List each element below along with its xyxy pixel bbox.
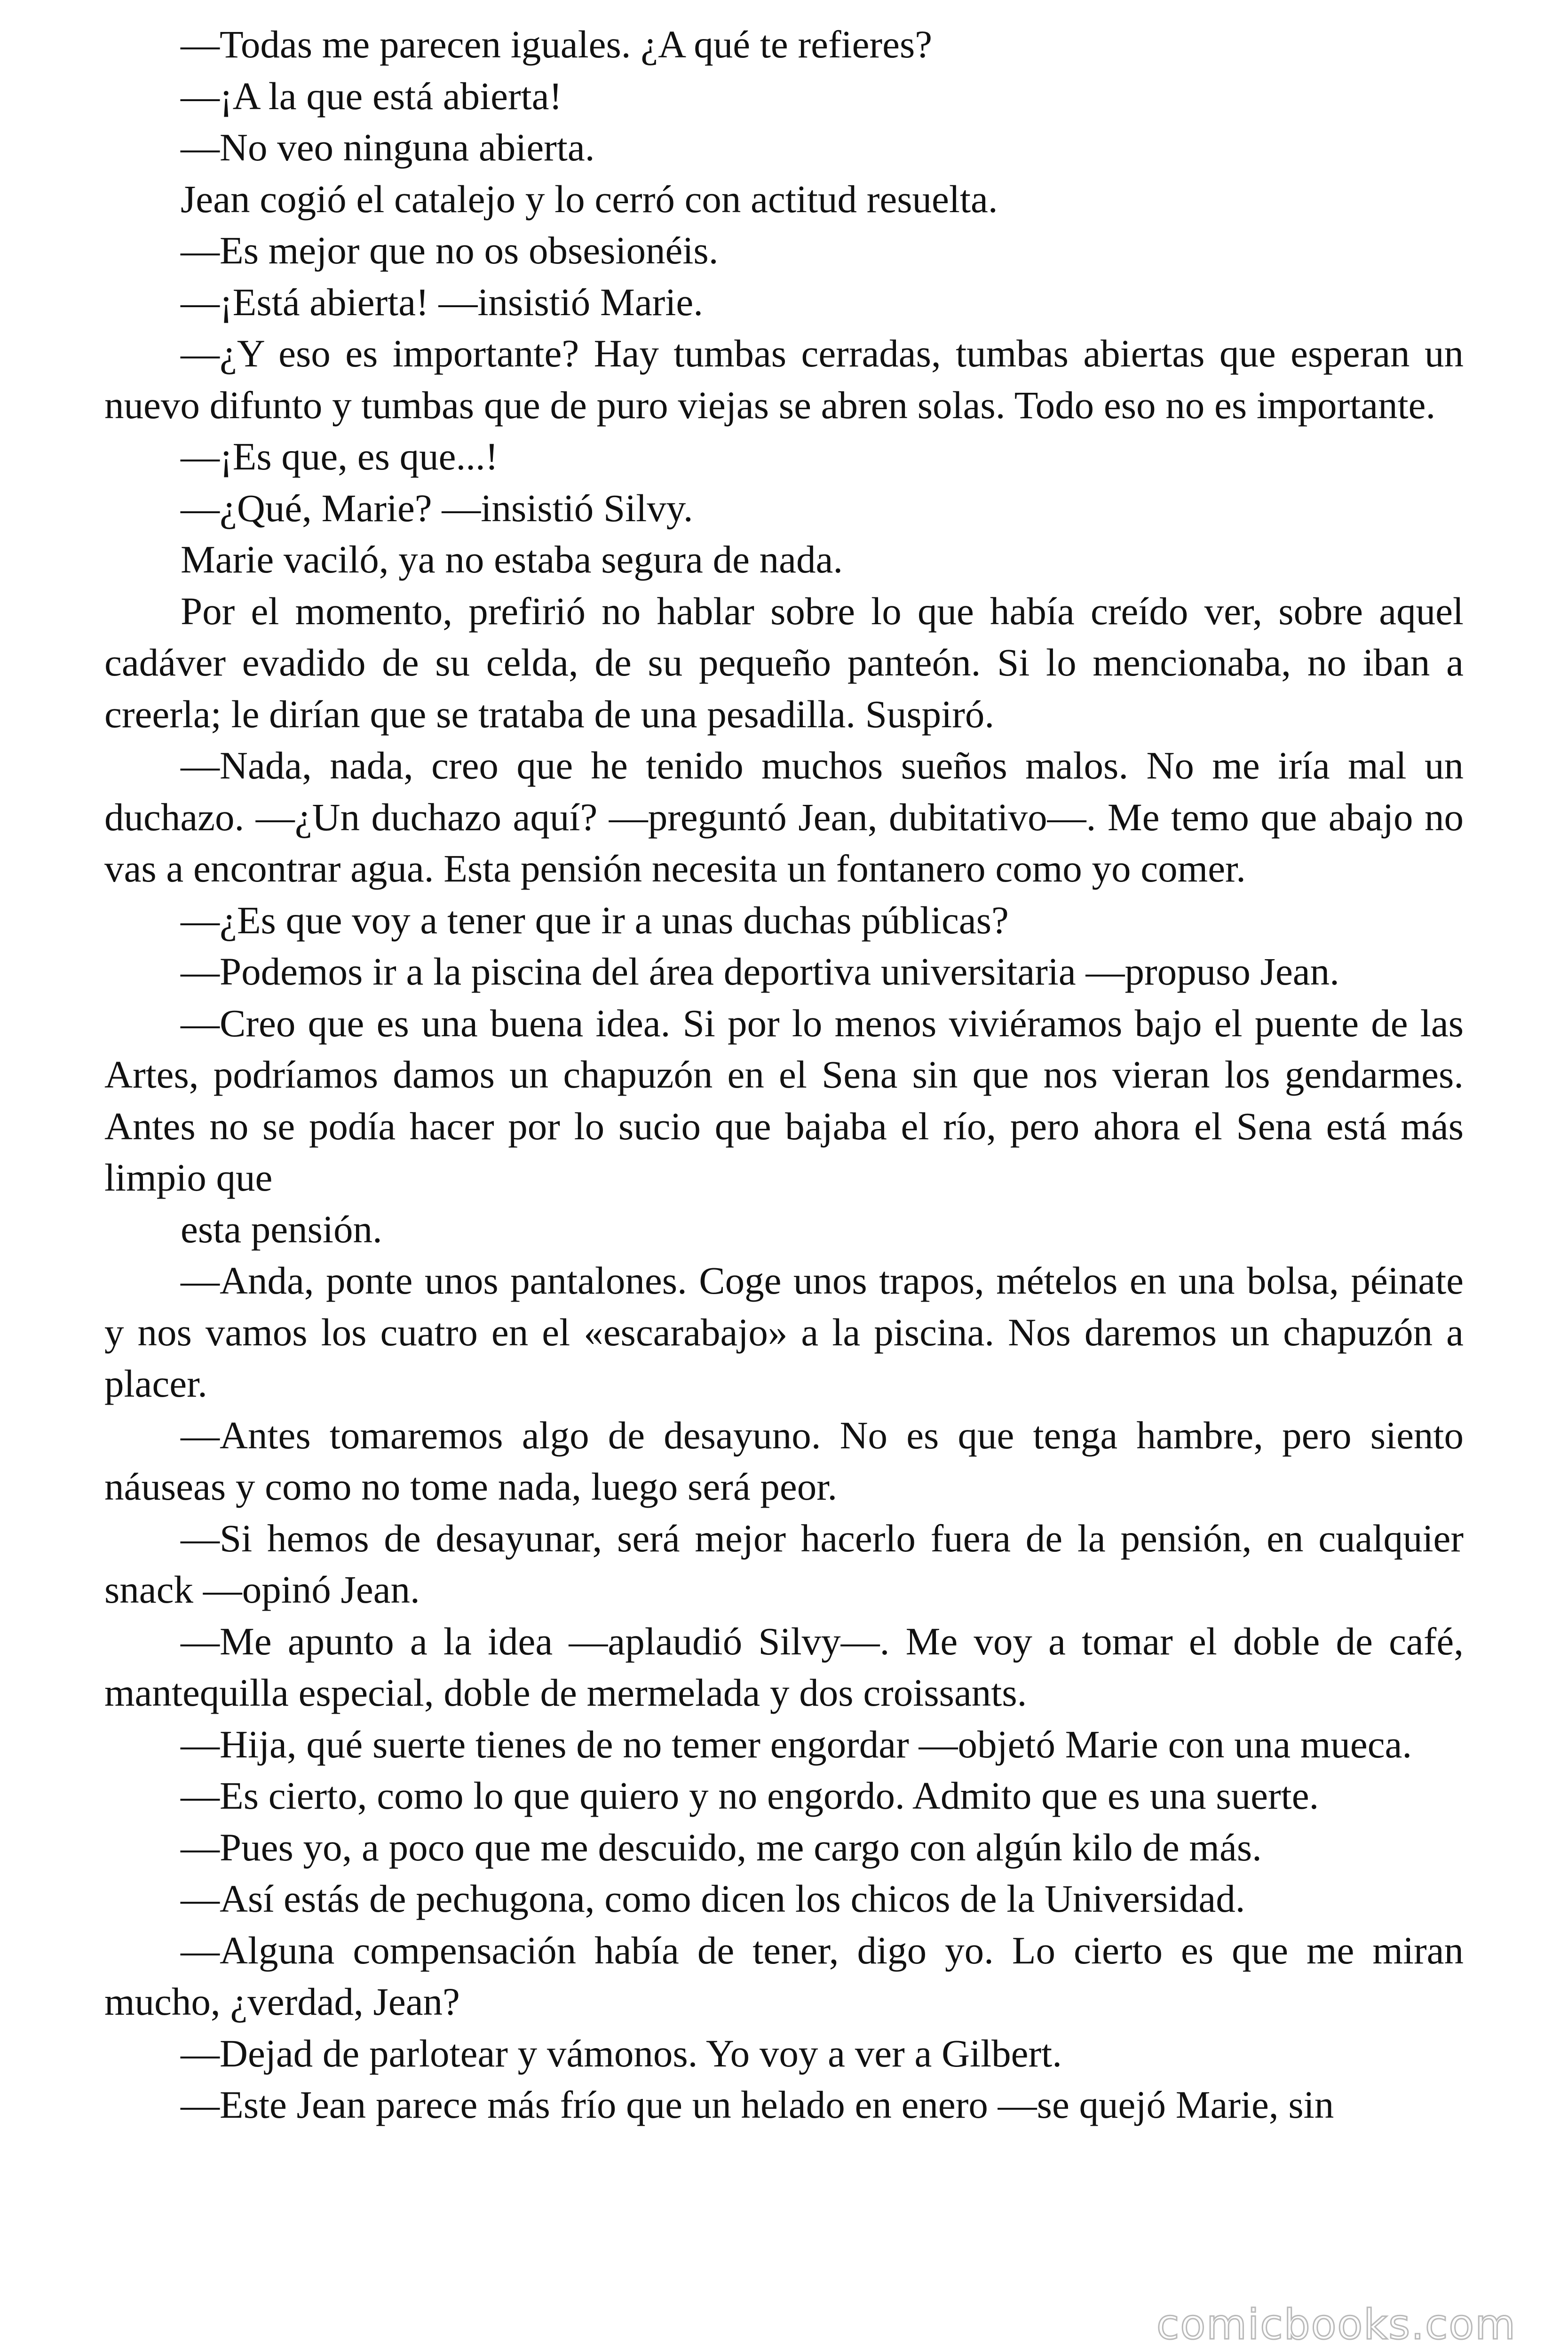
paragraph: —Hija, qué suerte tienes de no temer engordar —objetó Marie con una mueca. (181, 1722, 1412, 1766)
paragraph: —No veo ninguna abierta. (181, 126, 595, 169)
paragraph: —Es cierto, como lo que quiero y no engordo. Admito que es una suerte. (181, 1774, 1319, 1817)
paragraph: —¡A la que está abierta! (181, 74, 562, 118)
paragraph: Marie vaciló, ya no estaba segura de nada. (181, 538, 843, 581)
watermark: comicbooks.com (1156, 2300, 1516, 2349)
paragraph: —Así estás de pechugona, como dicen los chicos de la Universidad. (181, 1877, 1245, 1920)
paragraph: Por el momento, prefirió no hablar sobre lo que había creído ver, sobre aquel cadáver evadido de su celda, de su pequeño panteón. Si lo mencionaba, no iban a creerla; le dirían que se trataba de una pesadilla. Suspiró. (104, 589, 1464, 736)
paragraph: Jean cogió el catalejo y lo cerró con actitud resuelta. (181, 177, 998, 221)
paragraph: —¡Está abierta! —insistió Marie. (181, 280, 703, 324)
paragraph: —Si hemos de desayunar, será mejor hacerlo fuera de la pensión, en cualquier snack —opinó Jean. (104, 1516, 1464, 1611)
paragraph: —Creo que es una buena idea. Si por lo menos viviéramos bajo el puente de las Artes, podríamos damos un chapuzón en el Sena sin que nos vieran los gendarmes. Antes no se podía hacer por lo sucio que bajaba el río, pero ahora el Sena está más limpio que (104, 1001, 1464, 1199)
paragraph: —Todas me parecen iguales. ¿A qué te refieres? (181, 23, 933, 66)
paragraph: —¿Y eso es importante? Hay tumbas cerradas, tumbas abiertas que esperan un nuevo difunto y tumbas que de puro viejas se abren solas. Todo eso no es importante. (104, 332, 1464, 427)
paragraph: —Podemos ir a la piscina del área deportiva universitaria —propuso Jean. (181, 950, 1339, 993)
paragraph: —¡Es que, es que...! (181, 435, 499, 478)
paragraph: —¿Qué, Marie? —insistió Silvy. (181, 486, 693, 530)
paragraph: —Dejad de parlotear y vámonos. Yo voy a ver a Gilbert. (181, 2031, 1062, 2075)
paragraph: —Me apunto a la idea —aplaudió Silvy—. Me voy a tomar el doble de café, mantequilla especial, doble de mermelada y dos croissants. (104, 1619, 1464, 1714)
paragraph: —Anda, ponte unos pantalones. Coge unos trapos, mételos en una bolsa, péinate y nos vamos los cuatro en el «escarabajo» a la piscina. Nos daremos un chapuzón a placer. (104, 1259, 1464, 1405)
body-text (104, 19, 1464, 2131)
paragraph: esta pensión. (181, 1207, 382, 1251)
paragraph: —Pues yo, a poco que me descuido, me cargo con algún kilo de más. (181, 1825, 1262, 1869)
paragraph: —Es mejor que no os obsesionéis. (181, 229, 719, 272)
paragraph: —Este Jean parece más frío que un helado en enero —se quejó Marie, sin (181, 2083, 1334, 2126)
paragraph: —¿Es que voy a tener que ir a unas duchas públicas? (181, 898, 1009, 942)
paragraph: —Nada, nada, creo que he tenido muchos sueños malos. No me iría mal un duchazo. —¿Un duchazo aquí? —preguntó Jean, dubitativo—. Me temo que abajo no vas a encontrar agua. Esta pensión necesita un fontanero como yo comer. (104, 744, 1464, 890)
paragraph: —Antes tomaremos algo de desayuno. No es que tenga hambre, pero siento náuseas y como no tome nada, luego será peor. (104, 1413, 1464, 1508)
paragraph: —Alguna compensación había de tener, digo yo. Lo cierto es que me miran mucho, ¿verdad, Jean? (104, 1928, 1464, 2023)
